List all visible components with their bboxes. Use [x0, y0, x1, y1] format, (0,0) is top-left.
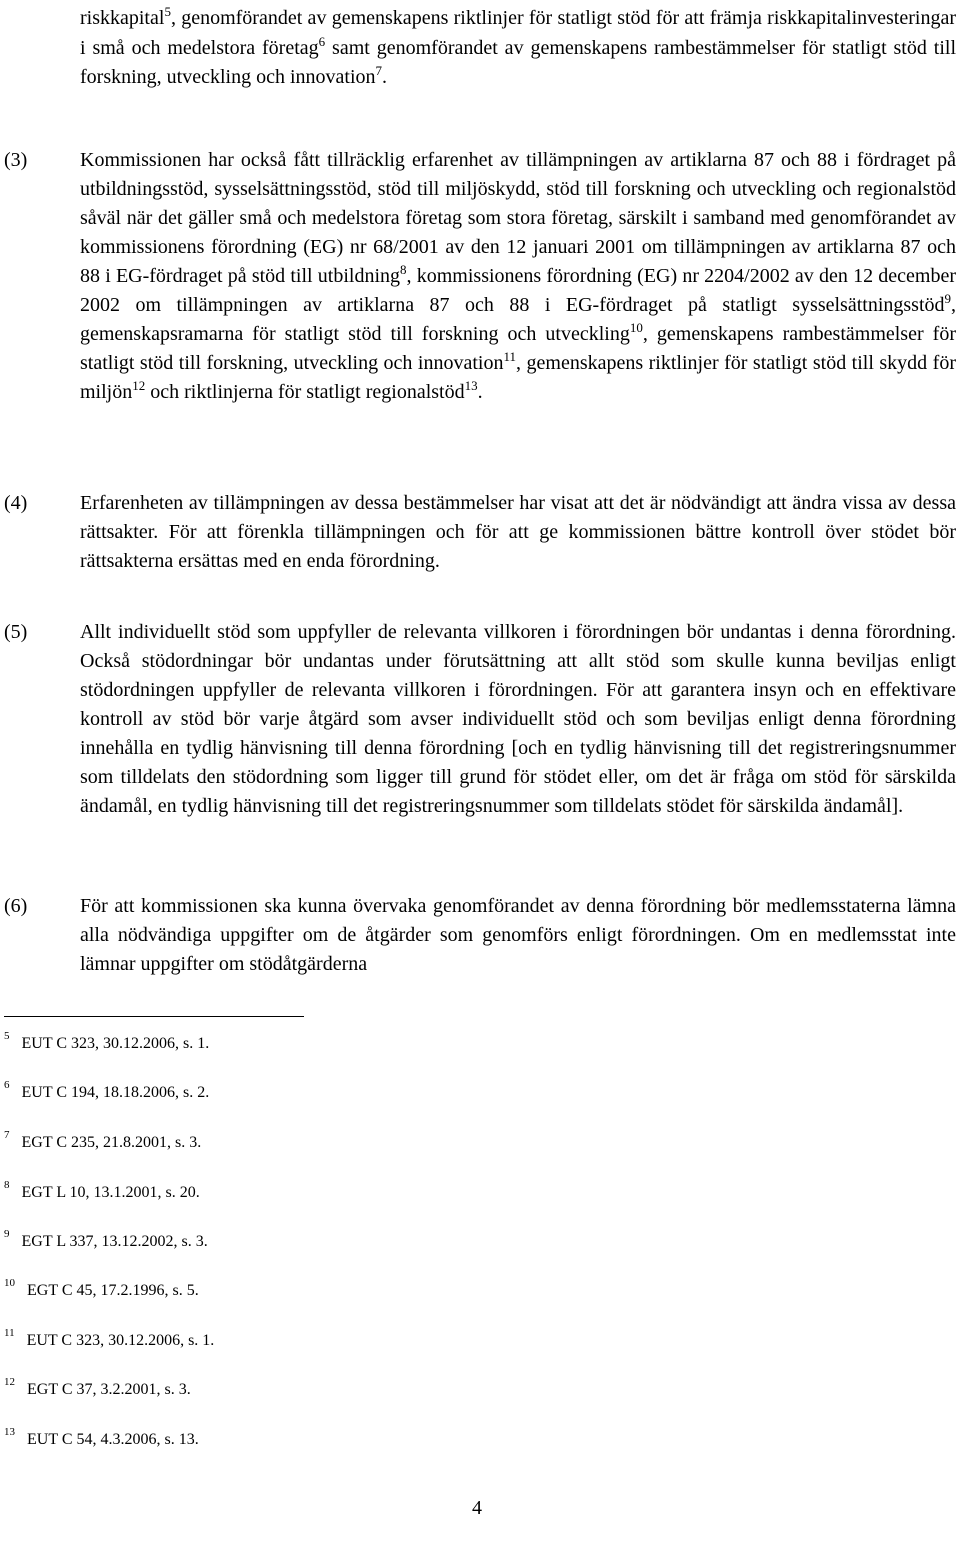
footnote-ref: 11	[503, 349, 517, 364]
footnote-text: EUT C 323, 30.12.2006, s. 1.	[21, 1035, 210, 1052]
footnote-text: EUT C 54, 4.3.2006, s. 13.	[27, 1431, 199, 1448]
footnote-ref: 9	[944, 291, 951, 306]
recital-text: För att kommissionen ska kunna övervaka genomförandet av denna förordning bör medlemsstaterna lämna alla nödvändiga uppgifter om de åtgärder som genomförs enligt förordningen. Om en medlemsstat inte lämnar uppgifter om stödåtgärderna	[80, 895, 956, 975]
footnote-ref: 5	[164, 4, 171, 19]
footnote-text: EGT L 10, 13.1.2001, s. 20.	[21, 1184, 200, 1201]
footnote-ref: 10	[629, 320, 643, 335]
footnote-separator	[4, 1016, 304, 1017]
footnote-ref: 13	[464, 378, 478, 393]
footnote-13: 13 EUT C 54, 4.3.2006, s. 13.	[4, 1426, 199, 1448]
recital-text-part: och riktlinjerna för statligt regionalstöd	[145, 381, 465, 403]
footnote-10: 10 EGT C 45, 17.2.1996, s. 5.	[4, 1277, 199, 1299]
intro-text: , genomförandet av gemenskapens riktlinjer för statligt stöd för att främja riskkapitalinvesteringar i små och medelstora företag	[80, 7, 956, 59]
footnote-7: 7 EGT C 235, 21.8.2001, s. 3.	[4, 1129, 202, 1151]
footnote-text: EGT C 235, 21.8.2001, s. 3.	[21, 1134, 202, 1151]
recital-text-part: , gemenskapens rambestämmelser för statligt stöd till forskning, utveckling och innovation	[80, 323, 956, 374]
recital-text	[80, 146, 956, 407]
footnote-text: EGT C 37, 3.2.2001, s. 3.	[27, 1381, 191, 1398]
footnote-ref: 12	[132, 378, 146, 393]
footnote-ref: 8	[400, 262, 407, 277]
intro-text: samt genomförandet av gemenskapens rambestämmelser för statligt stöd till forskning, utveckling och innovation	[80, 36, 956, 88]
footnote-6: 6 EUT C 194, 18.18.2006, s. 2.	[4, 1079, 210, 1101]
recital-text-part: , gemenskapsramarna för statligt stöd till forskning och utveckling	[80, 294, 956, 345]
footnote-8: 8 EGT L 10, 13.1.2001, s. 20.	[4, 1179, 200, 1201]
page-number: 4	[472, 1497, 482, 1519]
footnote-9: 9 EGT L 337, 13.12.2002, s. 3.	[4, 1228, 208, 1250]
footnote-ref: 7	[375, 63, 383, 78]
footnote-text: EUT C 194, 18.18.2006, s. 2.	[21, 1084, 210, 1101]
recital-text-part: , kommissionens förordning (EG) nr 2204/2002 av den 12 december 2002 om tillämpningen av artiklarna 87 och 88 i EG-fördraget på statligt sysselsättningsstöd	[80, 265, 957, 316]
recital-number: (3)	[4, 149, 28, 171]
recital-text-part: , gemenskapens riktlinjer för statligt stöd till skydd för miljön	[80, 352, 956, 403]
recital-text-part: Kommissionen har också fått tillräcklig erfarenhet av tillämpningen av artiklarna 87 och 88 i fördraget på utbildningsstöd, sysselsättningsstöd, stöd till miljöskydd, stöd till forskning och utveckling och regionalstöd såväl när det gäller små och medelstora företag som stora företag, särskilt i samband med genomförandet av kommissionens förordning (EG) nr 68/2001 av den 12 januari 2001 om tillämpningen av artiklarna 87 och 88 i EG-fördraget på stöd till utbildning	[80, 149, 956, 287]
footnote-text: EUT C 323, 30.12.2006, s. 1.	[26, 1332, 215, 1349]
footnote-5: 5 EUT C 323, 30.12.2006, s. 1.	[4, 1030, 210, 1052]
recital-text-part: .	[477, 381, 483, 403]
recital-text: Allt individuellt stöd som uppfyller de relevanta villkoren i förordningen bör undantas i denna förordning. Också stödordningar bör undantas under förutsättning att allt stöd som skulle kunna beviljas enligt stödordningen uppfyller de relevanta villkoren i förordningen. För att garantera insyn och en effektivare kontroll av stöd bör varje åtgärd som avser individuellt stöd och som beviljas enligt denna förordning innehålla en tydlig hänvisning till denna förordning [och en tydlig hänvisning till det registreringsnummer som tilldelats den stödordning som ligger till grund för stödet eller, om det är fråga om stöd för särskilda ändamål, en tydlig hänvisning till det registreringsnummer som tilldelats stödet för särskilda ändamål].	[80, 621, 956, 817]
recital-number: (4)	[4, 492, 28, 514]
recital-text: Erfarenheten av tillämpningen av dessa bestämmelser har visat att det är nödvändigt att ändra vissa av dessa rättsakter. För att förenkla tillämpningen och för att ge kommissionen bättre kontroll över stödet bör rättsakterna ersättas med en enda förordning.	[80, 492, 956, 572]
recital-number: (6)	[4, 895, 28, 917]
footnote-ref: 6	[318, 33, 326, 49]
footnote-text: EGT C 45, 17.2.1996, s. 5.	[27, 1282, 199, 1299]
footnote-text: EGT L 337, 13.12.2002, s. 3.	[21, 1233, 208, 1250]
intro-paragraph	[80, 4, 956, 93]
footnote-11: 11 EUT C 323, 30.12.2006, s. 1.	[4, 1327, 215, 1349]
intro-text: .	[382, 66, 388, 88]
footnote-12: 12 EGT C 37, 3.2.2001, s. 3.	[4, 1376, 191, 1398]
intro-text: riskkapital	[80, 7, 165, 29]
recital-number: (5)	[4, 621, 28, 643]
